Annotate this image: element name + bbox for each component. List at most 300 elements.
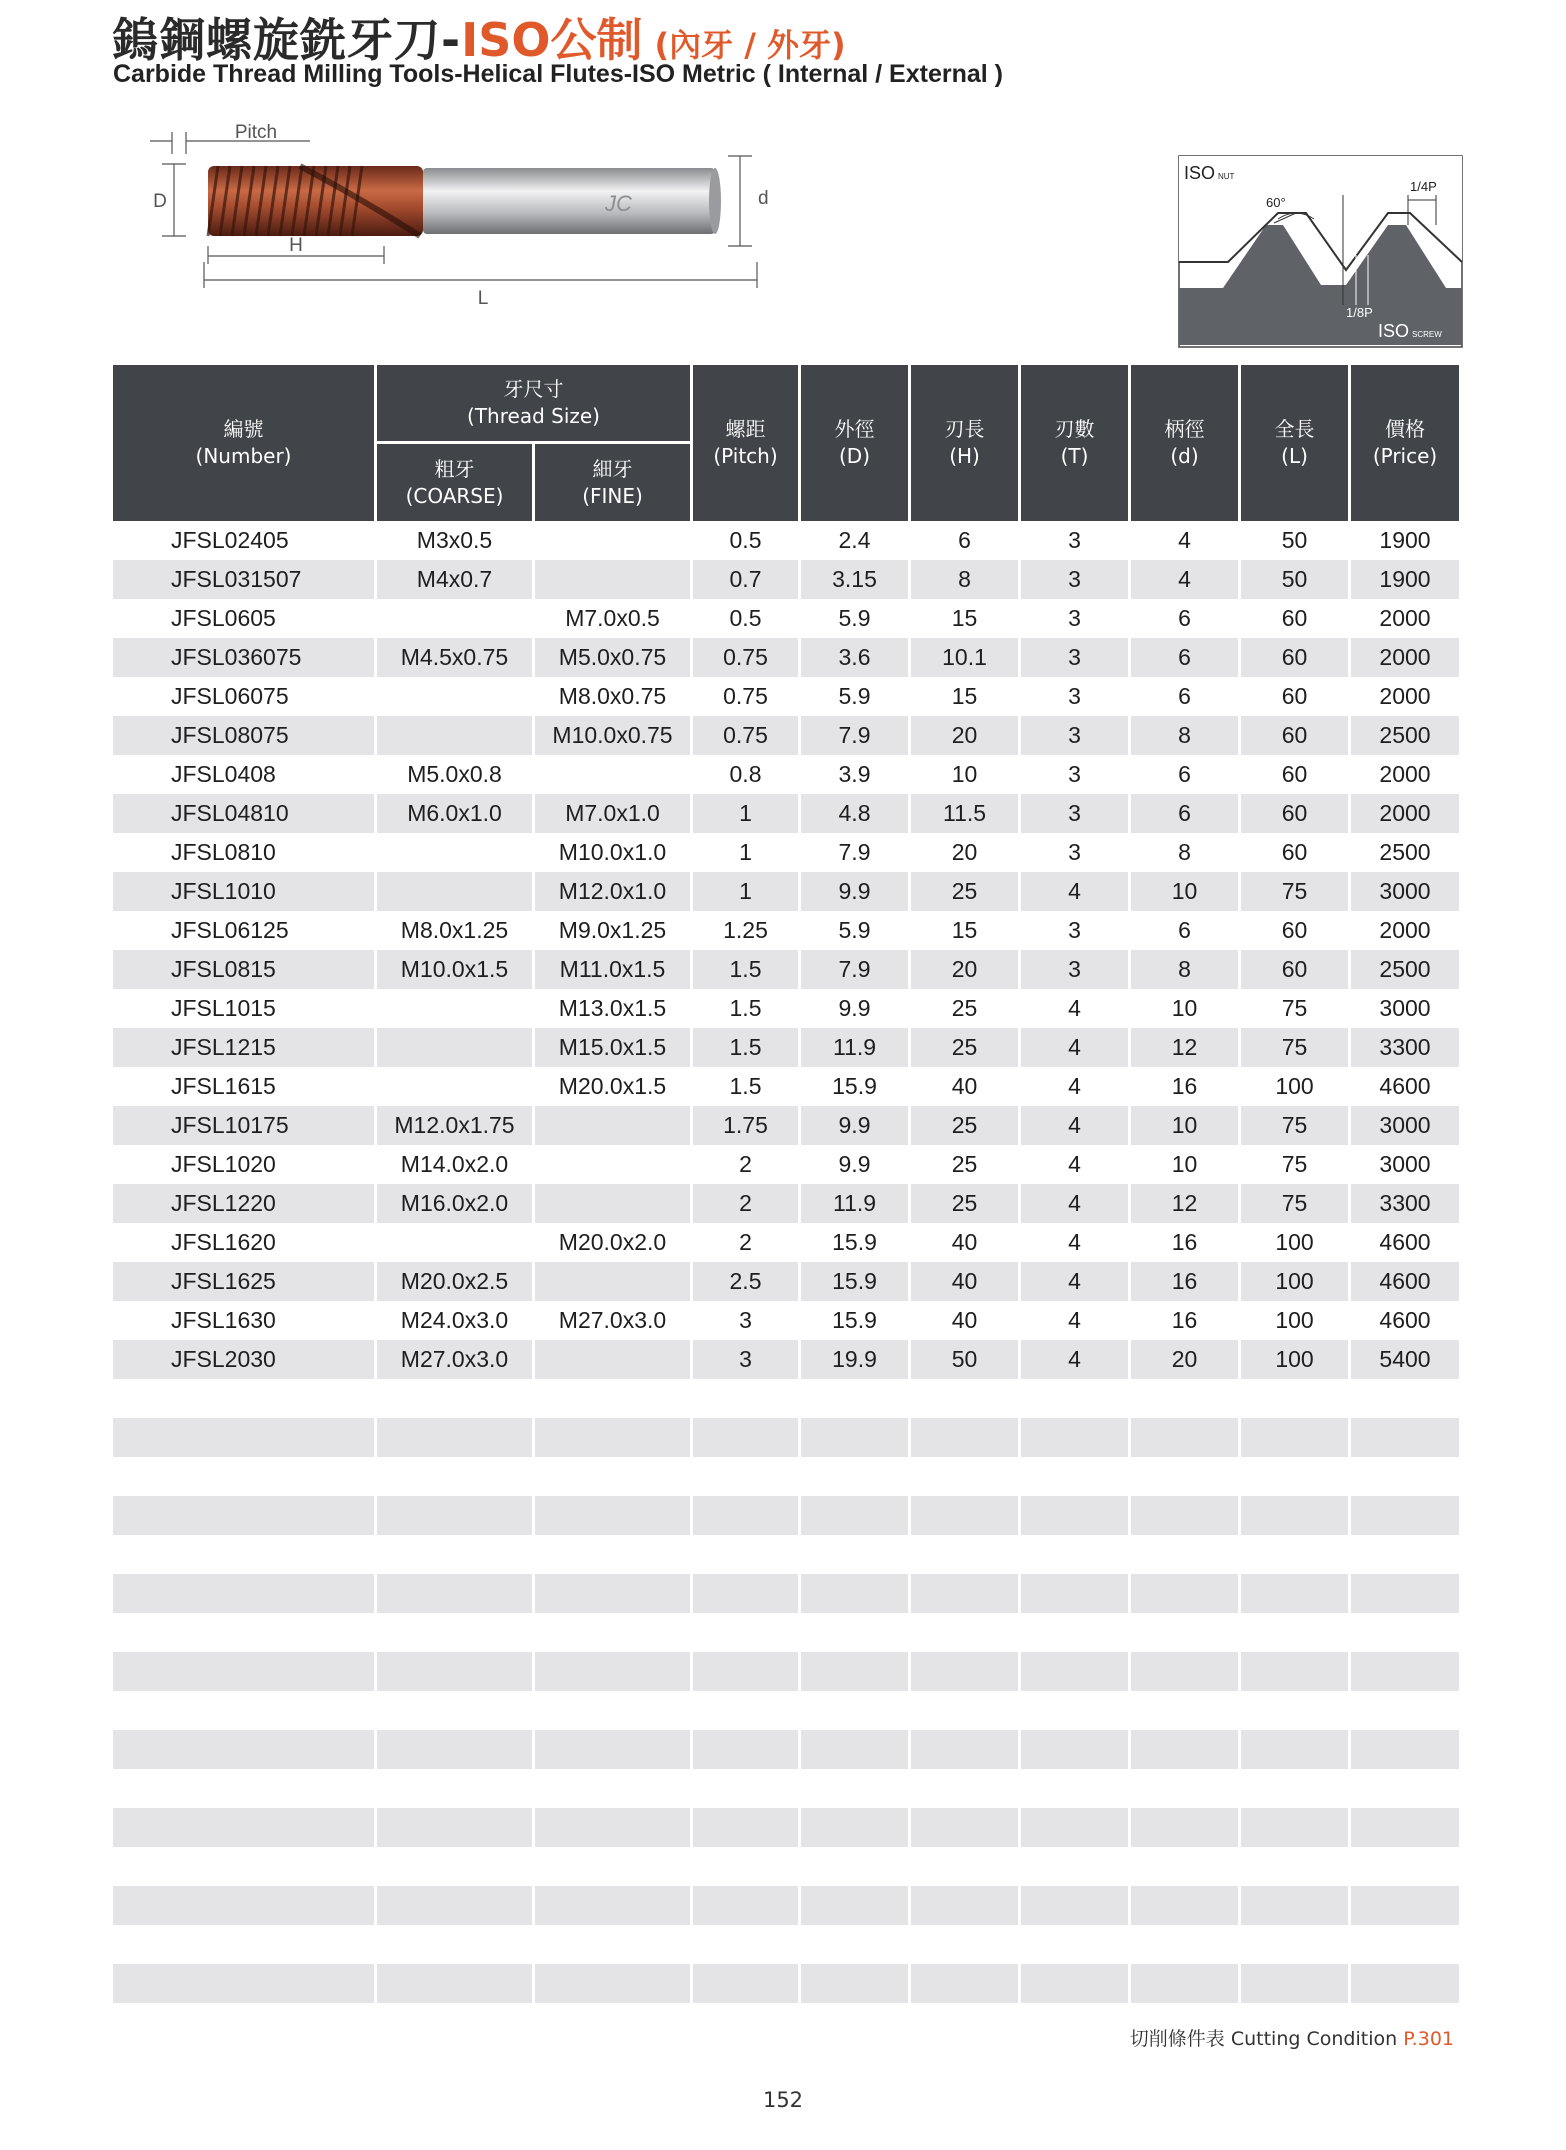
cell-pitch: 0.75 [693, 638, 798, 677]
empty-cell [911, 1847, 1018, 1886]
empty-cell [1241, 1964, 1348, 2003]
cell-pitch: 0.8 [729, 761, 762, 787]
cell-d: 20 [1131, 1340, 1238, 1379]
cell-l: 75 [1241, 872, 1348, 911]
cell-price: 2000 [1379, 917, 1431, 943]
cell-l: 100 [1241, 1340, 1348, 1379]
cell-price: 2500 [1351, 950, 1459, 989]
empty-cell [113, 1457, 374, 1496]
cell-coarse: M24.0x3.0 [400, 1307, 509, 1333]
empty-cell [1131, 1652, 1238, 1691]
cell-fine: M7.0x1.0 [535, 794, 690, 833]
empty-cell [535, 1808, 690, 1847]
cell-h: 40 [951, 1073, 978, 1099]
empty-cell [377, 1535, 532, 1574]
empty-cell [1351, 1457, 1459, 1496]
cell-d: 9.9 [838, 995, 871, 1021]
empty-table-row [113, 1769, 1459, 1808]
cell-number: JFSL02405 [171, 527, 289, 553]
empty-cell [911, 1574, 1018, 1613]
cell-pitch: 0.5 [729, 605, 762, 631]
cell-h: 8 [911, 560, 1018, 599]
empty-cell [535, 1925, 690, 1964]
cell-l: 60 [1241, 950, 1348, 989]
cell-pitch: 1 [693, 794, 798, 833]
table-row [113, 1301, 1459, 1340]
cell-t: 3 [1068, 683, 1081, 709]
cell-d: 4.8 [801, 794, 908, 833]
cell-l: 100 [1275, 1073, 1314, 1099]
empty-cell [1131, 1730, 1238, 1769]
screw-sub-label: SCREW [1412, 330, 1442, 339]
empty-cell [113, 1652, 374, 1691]
empty-cell [535, 1652, 690, 1691]
table-row [113, 833, 1459, 872]
cell-fine [535, 1145, 690, 1184]
cell-coarse: M10.0x1.5 [377, 950, 532, 989]
empty-cell [1021, 1964, 1128, 2003]
cell-l: 60 [1241, 638, 1348, 677]
cell-h: 6 [958, 527, 971, 553]
empty-cell [1241, 1535, 1348, 1574]
empty-cell [113, 1925, 374, 1964]
col-pitch [693, 365, 798, 521]
cell-d: 10 [1171, 1151, 1198, 1177]
empty-cell [911, 1730, 1018, 1769]
spec-table [110, 365, 1462, 2003]
cell-pitch: 1.5 [693, 950, 798, 989]
empty-cell [693, 1808, 798, 1847]
empty-cell [1241, 1457, 1348, 1496]
empty-cell [1021, 1418, 1128, 1457]
cell-t: 4 [1021, 1340, 1128, 1379]
cell-t: 3 [1021, 638, 1128, 677]
empty-table-row [113, 1847, 1459, 1886]
page-subtitle: Carbide Thread Milling Tools-Helical Flutes-ISO Metric ( Internal / External ) [113, 60, 1003, 88]
table-row [113, 989, 1459, 1028]
empty-cell [1131, 1808, 1238, 1847]
cell-l: 60 [1281, 917, 1308, 943]
col-flute-count [1021, 365, 1128, 521]
empty-cell [113, 1691, 374, 1730]
cell-pitch: 3 [739, 1307, 752, 1333]
empty-cell [113, 1574, 374, 1613]
cell-d: 6 [1178, 917, 1191, 943]
empty-cell [693, 1418, 798, 1457]
cell-d: 11.9 [801, 1184, 908, 1223]
empty-cell [113, 1769, 374, 1808]
cell-d: 7.9 [801, 950, 908, 989]
empty-cell [801, 1535, 908, 1574]
cell-d: 4 [1178, 527, 1191, 553]
header-thread-en: (Thread Size) [467, 404, 600, 428]
cell-h: 25 [951, 1151, 978, 1177]
cell-number: JFSL036075 [113, 638, 374, 677]
empty-cell [535, 1418, 690, 1457]
empty-cell [1131, 1379, 1238, 1418]
cell-d: 3.9 [838, 761, 871, 787]
empty-cell [693, 1769, 798, 1808]
empty-table-row [113, 1964, 1459, 2003]
empty-cell [1021, 1379, 1128, 1418]
empty-cell [113, 1808, 374, 1847]
cutting-condition-page-ref[interactable]: P.301 [1403, 2028, 1454, 2050]
cell-d: 12 [1131, 1184, 1238, 1223]
empty-cell [693, 1535, 798, 1574]
empty-table-row [113, 1730, 1459, 1769]
empty-cell [1241, 1574, 1348, 1613]
cell-h: 40 [911, 1262, 1018, 1301]
cell-h: 25 [911, 1106, 1018, 1145]
cell-price: 3000 [1379, 1151, 1431, 1177]
cell-t: 4 [1021, 1262, 1128, 1301]
empty-cell [1241, 1925, 1348, 1964]
empty-cell [693, 1925, 798, 1964]
empty-cell [535, 1574, 690, 1613]
empty-cell [1131, 1886, 1238, 1925]
col-number [113, 365, 374, 521]
col-thread-size [377, 365, 690, 444]
cell-l: 60 [1281, 839, 1308, 865]
cell-h: 25 [951, 995, 978, 1021]
empty-cell [113, 1496, 374, 1535]
cell-d: 5.9 [838, 605, 871, 631]
cell-fine [535, 1184, 690, 1223]
cell-coarse [377, 1223, 532, 1262]
empty-cell [535, 1730, 690, 1769]
empty-cell [377, 1730, 532, 1769]
cell-price: 3000 [1351, 1106, 1459, 1145]
cell-fine: M8.0x0.75 [558, 683, 667, 709]
empty-cell [1131, 1418, 1238, 1457]
empty-cell [535, 1613, 690, 1652]
iso-nut-label: ISO [1184, 163, 1216, 183]
empty-cell [535, 1457, 690, 1496]
cell-coarse: M14.0x2.0 [400, 1151, 509, 1177]
iso-thread-profile-diagram [1178, 155, 1463, 348]
empty-cell [911, 1886, 1018, 1925]
cell-number: JFSL1220 [113, 1184, 374, 1223]
cell-price: 2000 [1351, 794, 1459, 833]
empty-cell [911, 1808, 1018, 1847]
cell-pitch: 0.5 [729, 527, 762, 553]
empty-cell [1351, 1613, 1459, 1652]
table-row [113, 872, 1459, 911]
table-row [113, 794, 1459, 833]
cell-pitch: 2 [739, 1229, 752, 1255]
empty-cell [1021, 1535, 1128, 1574]
cell-coarse: M12.0x1.75 [377, 1106, 532, 1145]
cell-h: 15 [951, 683, 978, 709]
cell-number: JFSL1625 [113, 1262, 374, 1301]
empty-cell [1021, 1925, 1128, 1964]
cell-price: 5400 [1351, 1340, 1459, 1379]
empty-table-row [113, 1535, 1459, 1574]
cell-pitch: 1 [739, 839, 752, 865]
col-fine [535, 444, 690, 521]
cell-coarse: M20.0x2.5 [377, 1262, 532, 1301]
cell-l: 75 [1281, 995, 1308, 1021]
empty-table-row [113, 1379, 1459, 1418]
col-overall-length [1241, 365, 1348, 521]
cell-d: 16 [1131, 1262, 1238, 1301]
empty-cell [693, 1886, 798, 1925]
table-row [113, 1223, 1459, 1262]
cell-fine: M27.0x3.0 [558, 1307, 667, 1333]
cell-price: 2500 [1351, 716, 1459, 755]
empty-cell [113, 1379, 374, 1418]
cell-pitch: 2 [693, 1184, 798, 1223]
cell-pitch: 0.7 [693, 560, 798, 599]
cell-fine [535, 1340, 690, 1379]
empty-cell [377, 1886, 532, 1925]
cell-l: 100 [1275, 1307, 1314, 1333]
pitch-label: Pitch [234, 122, 278, 143]
empty-cell [1131, 1964, 1238, 2003]
cell-t: 3 [1021, 716, 1128, 755]
cell-fine: M15.0x1.5 [535, 1028, 690, 1067]
cell-number: JFSL1630 [171, 1307, 276, 1333]
cell-number: JFSL1615 [171, 1073, 276, 1099]
cell-coarse [377, 1028, 532, 1067]
table-row [113, 1106, 1459, 1145]
cell-price: 2000 [1379, 605, 1431, 631]
cell-fine: M13.0x1.5 [558, 995, 667, 1021]
empty-table-row [113, 1808, 1459, 1847]
empty-cell [1351, 1847, 1459, 1886]
empty-cell [801, 1808, 908, 1847]
cell-price: 4600 [1351, 1262, 1459, 1301]
cell-number: JFSL0815 [113, 950, 374, 989]
cell-pitch: 3 [693, 1340, 798, 1379]
empty-cell [801, 1691, 908, 1730]
cell-t: 4 [1021, 1184, 1128, 1223]
cell-h: 25 [911, 1028, 1018, 1067]
cell-t: 3 [1021, 560, 1128, 599]
empty-cell [1351, 1652, 1459, 1691]
cell-price: 4600 [1379, 1307, 1431, 1333]
empty-cell [377, 1613, 532, 1652]
d-big-label: D [153, 191, 167, 212]
cell-t: 3 [1068, 917, 1081, 943]
empty-cell [535, 1691, 690, 1730]
col-price [1351, 365, 1459, 521]
empty-cell [113, 1847, 374, 1886]
empty-cell [1351, 1535, 1459, 1574]
empty-cell [911, 1691, 1018, 1730]
cell-coarse [377, 872, 532, 911]
empty-cell [1131, 1457, 1238, 1496]
cell-number: JFSL04810 [113, 794, 374, 833]
empty-cell [801, 1769, 908, 1808]
cell-coarse [377, 677, 532, 716]
empty-cell [693, 1613, 798, 1652]
header-d-cn: 柄徑 [1164, 417, 1205, 441]
cell-number: JFSL2030 [113, 1340, 374, 1379]
empty-cell [377, 1652, 532, 1691]
cell-l: 100 [1275, 1229, 1314, 1255]
cell-fine [535, 1106, 690, 1145]
quarter-pitch-label: 1/4P [1410, 179, 1437, 194]
cell-pitch: 2 [739, 1151, 752, 1177]
header-fine-cn: 細牙 [592, 456, 633, 481]
cell-d: 8 [1178, 839, 1191, 865]
empty-cell [801, 1925, 908, 1964]
cell-l: 60 [1241, 794, 1348, 833]
cell-number: JFSL1020 [171, 1151, 276, 1177]
empty-cell [1021, 1847, 1128, 1886]
cell-h: 20 [911, 716, 1018, 755]
header-l-cn: 全長 [1274, 417, 1315, 441]
header-fine-en: (FINE) [582, 483, 643, 508]
cell-d: 9.9 [801, 872, 908, 911]
header-l-en: (L) [1281, 444, 1308, 468]
empty-cell [1131, 1769, 1238, 1808]
table-row [113, 521, 1459, 560]
empty-cell [1241, 1496, 1348, 1535]
cell-pitch: 1 [693, 872, 798, 911]
cell-fine: M20.0x2.0 [558, 1229, 667, 1255]
cell-pitch: 1.75 [693, 1106, 798, 1145]
cell-number: JFSL1620 [171, 1229, 276, 1255]
cell-price: 2500 [1379, 839, 1431, 865]
empty-cell [1021, 1769, 1128, 1808]
cell-number: JFSL10175 [113, 1106, 374, 1145]
cell-pitch: 0.75 [693, 716, 798, 755]
header-t-en: (T) [1060, 444, 1089, 468]
empty-cell [1131, 1691, 1238, 1730]
cell-t: 4 [1021, 1106, 1128, 1145]
cell-d: 6 [1178, 605, 1191, 631]
empty-cell [377, 1496, 532, 1535]
cell-l: 75 [1281, 1151, 1308, 1177]
empty-cell [1131, 1925, 1238, 1964]
empty-cell [535, 1964, 690, 2003]
empty-cell [113, 1886, 374, 1925]
cell-number: JFSL0605 [171, 605, 276, 631]
cell-price: 1900 [1379, 527, 1431, 553]
empty-cell [1021, 1652, 1128, 1691]
table-row [113, 950, 1459, 989]
header-t-cn: 刃數 [1054, 417, 1095, 441]
cell-d: 4 [1131, 560, 1238, 599]
cell-d: 6 [1131, 638, 1238, 677]
empty-cell [1021, 1496, 1128, 1535]
header-h-en: (H) [949, 444, 980, 468]
cell-number: JFSL1015 [171, 995, 276, 1021]
col-coarse [377, 444, 532, 521]
cutting-condition-note [1130, 2024, 1454, 2051]
empty-cell [801, 1847, 908, 1886]
cell-price: 3300 [1351, 1028, 1459, 1067]
header-price-cn: 價格 [1385, 417, 1426, 441]
cell-l: 60 [1281, 761, 1308, 787]
cell-l: 60 [1241, 716, 1348, 755]
cell-d: 10 [1131, 872, 1238, 911]
d-small-label: d [758, 188, 769, 209]
empty-cell [911, 1418, 1018, 1457]
cell-t: 4 [1068, 1229, 1081, 1255]
empty-cell [693, 1652, 798, 1691]
cell-price: 2000 [1351, 638, 1459, 677]
empty-cell [1351, 1691, 1459, 1730]
cell-t: 4 [1068, 1151, 1081, 1177]
empty-cell [911, 1457, 1018, 1496]
cell-d: 10 [1171, 995, 1198, 1021]
empty-cell [911, 1613, 1018, 1652]
h-label: H [289, 235, 303, 256]
cell-d: 6 [1178, 761, 1191, 787]
col-outer-diameter [801, 365, 908, 521]
header-od-cn: 外徑 [834, 417, 875, 441]
empty-cell [693, 1496, 798, 1535]
empty-cell [801, 1886, 908, 1925]
col-flute-length [911, 365, 1018, 521]
cell-d: 12 [1131, 1028, 1238, 1067]
empty-table-row [113, 1886, 1459, 1925]
cell-l: 75 [1241, 1028, 1348, 1067]
empty-cell [1241, 1691, 1348, 1730]
header-coarse-en: (COARSE) [405, 483, 504, 508]
table-row [113, 1262, 1459, 1301]
cell-d: 7.9 [801, 716, 908, 755]
empty-cell [911, 1925, 1018, 1964]
empty-cell [1131, 1613, 1238, 1652]
cell-pitch: 1.25 [723, 917, 768, 943]
empty-cell [801, 1964, 908, 2003]
cell-h: 10.1 [911, 638, 1018, 677]
empty-cell [1021, 1886, 1128, 1925]
empty-cell [377, 1964, 532, 2003]
header-od-en: (D) [839, 444, 871, 468]
thread-mill-tool-diagram [150, 118, 770, 308]
cell-coarse [377, 599, 532, 638]
empty-cell [1351, 1886, 1459, 1925]
empty-cell [377, 1769, 532, 1808]
cell-h: 15 [951, 917, 978, 943]
empty-cell [801, 1613, 908, 1652]
empty-cell [801, 1457, 908, 1496]
cell-price: 1900 [1351, 560, 1459, 599]
empty-cell [801, 1496, 908, 1535]
cell-fine: M10.0x0.75 [535, 716, 690, 755]
empty-table-row [113, 1652, 1459, 1691]
empty-cell [113, 1613, 374, 1652]
header-price-en: (Price) [1372, 444, 1438, 468]
empty-cell [1021, 1457, 1128, 1496]
empty-table-row [113, 1613, 1459, 1652]
table-row [113, 677, 1459, 716]
table-row [113, 1184, 1459, 1223]
header-h-cn: 刃長 [944, 417, 985, 441]
empty-cell [1021, 1808, 1128, 1847]
empty-table-row [113, 1574, 1459, 1613]
cell-d: 3.6 [801, 638, 908, 677]
cell-pitch: 1.5 [693, 1028, 798, 1067]
header-pitch-en: (Pitch) [713, 444, 778, 468]
header-number-cn: 編號 [223, 417, 264, 441]
cell-price: 4600 [1379, 1229, 1431, 1255]
empty-cell [911, 1964, 1018, 2003]
empty-cell [1021, 1730, 1128, 1769]
cell-fine: M7.0x0.5 [565, 605, 660, 631]
cell-t: 4 [1068, 1307, 1081, 1333]
cell-d: 7.9 [838, 839, 871, 865]
cell-fine [535, 1262, 690, 1301]
header-thread-cn: 牙尺寸 [503, 377, 564, 401]
page-number: 152 [762, 2088, 804, 2112]
cell-l: 60 [1281, 683, 1308, 709]
